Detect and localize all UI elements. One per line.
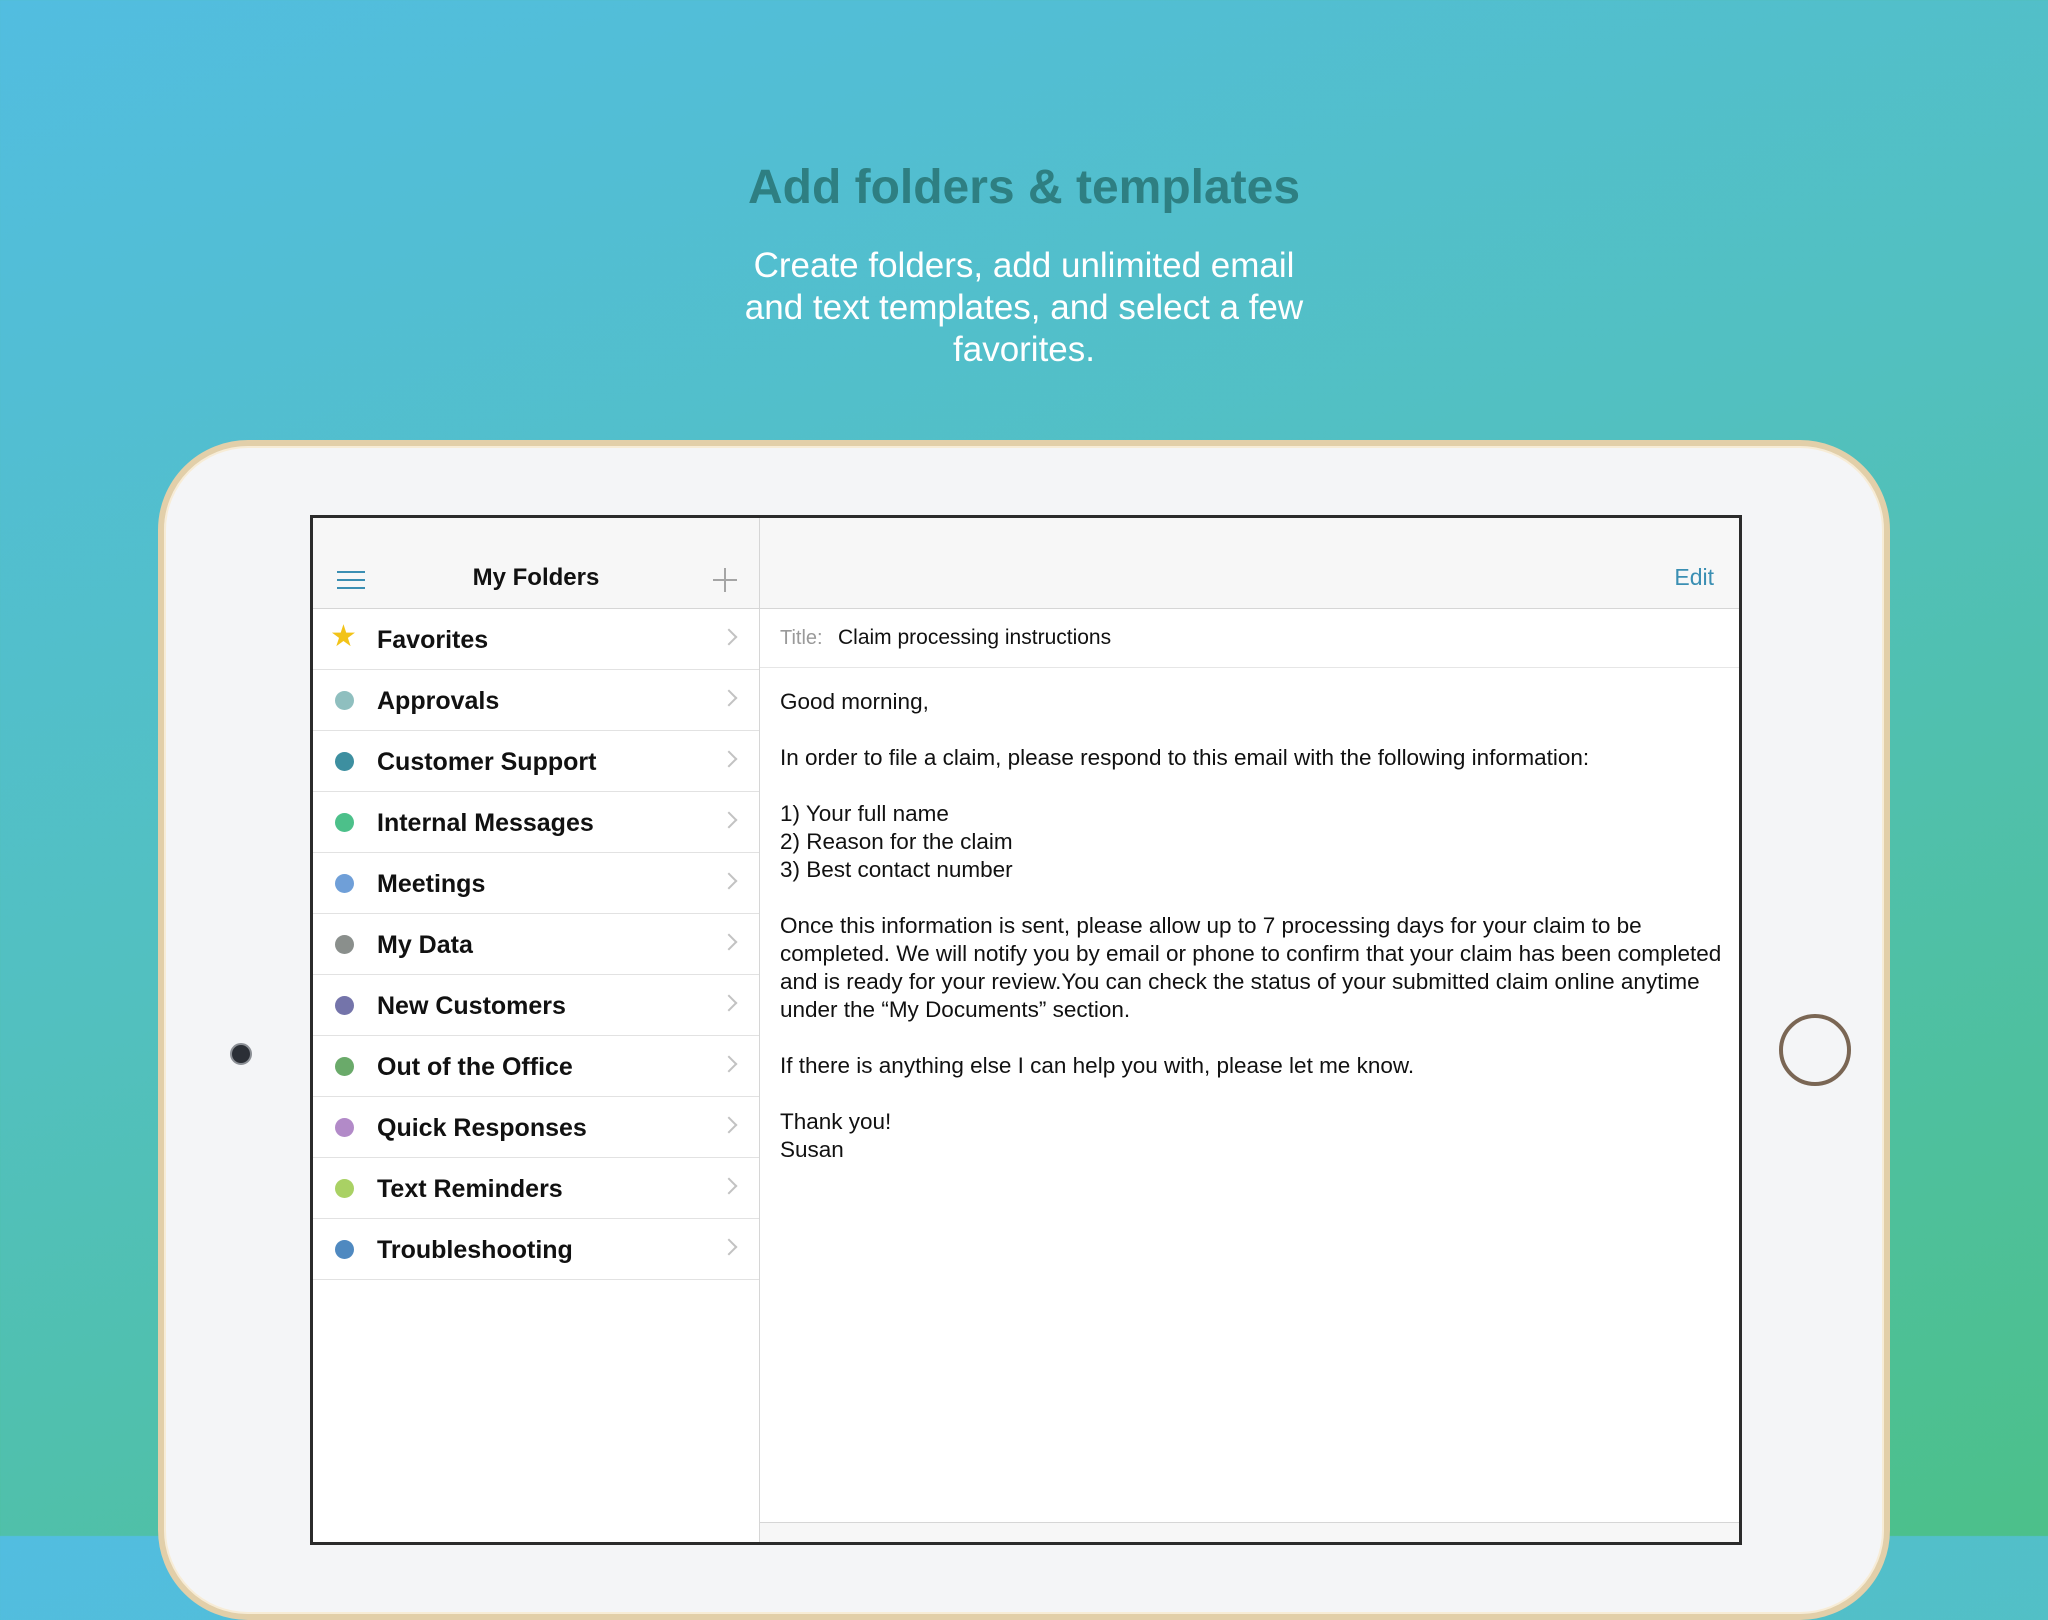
body-list-item: 2) Reason for the claim: [780, 829, 1013, 854]
title-row: [760, 609, 1742, 668]
folder-color-dot-icon: [335, 691, 354, 710]
folder-color-dot-icon: [335, 813, 354, 832]
body-list-item: 3) Best contact number: [780, 857, 1013, 882]
folder-label: Internal Messages: [377, 809, 594, 837]
folder-color-dot-icon: [335, 1240, 354, 1259]
chevron-right-icon: [721, 690, 738, 707]
folder-color-dot-icon: [335, 1179, 354, 1198]
body-list-item: 1) Your full name: [780, 801, 949, 826]
chevron-right-icon: [721, 812, 738, 829]
folder-label: Favorites: [377, 626, 489, 654]
folder-item-favorites[interactable]: [313, 609, 759, 670]
sidebar-header: [313, 518, 759, 609]
folder-label: Out of the Office: [377, 1053, 573, 1081]
chevron-right-icon: [721, 1239, 738, 1256]
folder-item-troubleshooting[interactable]: [313, 1219, 759, 1280]
home-button[interactable]: [1779, 1014, 1851, 1086]
folder-label: Approvals: [377, 687, 500, 715]
chevron-right-icon: [721, 1056, 738, 1073]
chevron-right-icon: [721, 751, 738, 768]
folder-label: Customer Support: [377, 748, 597, 776]
chevron-right-icon: [721, 1117, 738, 1134]
chevron-right-icon: [721, 873, 738, 890]
chevron-right-icon: [721, 629, 738, 646]
promo-subline: Create folders, add unlimited email and text templates, and select a few favorites.: [744, 246, 1304, 369]
body-intro: In order to file a claim, please respond to this email with the following information:: [780, 745, 1590, 770]
sidebar: [313, 518, 760, 1542]
folder-color-dot-icon: [335, 752, 354, 771]
folder-item-internal-messages[interactable]: [313, 792, 759, 853]
app-screen: [310, 515, 1742, 1545]
folder-label: My Data: [377, 931, 473, 959]
folder-item-customer-support[interactable]: [313, 731, 759, 792]
title-field[interactable]: Claim processing instructions: [838, 626, 1112, 649]
body-paragraph: Once this information is sent, please allow up to 7 processing days for your claim to be completed. We will notify you by email or phone to confirm that your claim has been completed and is ready for your review.You can check the status of your submitted claim online anytime under the “My Documents” section.: [780, 913, 1722, 1022]
body-signoff: Thank you!: [780, 1109, 892, 1134]
chevron-right-icon: [721, 934, 738, 951]
chevron-right-icon: [721, 995, 738, 1012]
folder-label: Quick Responses: [377, 1114, 587, 1142]
folder-label: New Customers: [377, 992, 566, 1020]
folder-item-my-data[interactable]: [313, 914, 759, 975]
folder-color-dot-icon: [335, 935, 354, 954]
body-greeting: Good morning,: [780, 689, 929, 714]
template-body[interactable]: [780, 688, 1730, 1164]
folder-color-dot-icon: [335, 1118, 354, 1137]
folder-item-approvals[interactable]: [313, 670, 759, 731]
folder-label: Meetings: [377, 870, 486, 898]
folder-item-new-customers[interactable]: [313, 975, 759, 1036]
star-icon: ★: [330, 620, 357, 653]
body-signature: Susan: [780, 1137, 844, 1162]
folder-list: [313, 609, 759, 1280]
chevron-right-icon: [721, 1178, 738, 1195]
sidebar-title: My Folders: [472, 564, 600, 591]
folder-color-dot-icon: [335, 996, 354, 1015]
title-label: Title:: [780, 627, 823, 649]
folder-label: Text Reminders: [377, 1175, 563, 1203]
promo-headline: Add folders & templates: [747, 161, 1301, 214]
folder-color-dot-icon: [335, 1057, 354, 1076]
bottom-toolbar: [760, 1522, 1742, 1545]
detail-header: [760, 518, 1742, 609]
folder-label: Troubleshooting: [377, 1236, 573, 1264]
folder-item-text-reminders[interactable]: [313, 1158, 759, 1219]
folder-item-meetings[interactable]: [313, 853, 759, 914]
add-folder-icon[interactable]: [711, 566, 739, 594]
camera-icon: [230, 1043, 252, 1065]
folder-item-quick-responses[interactable]: [313, 1097, 759, 1158]
template-detail: [760, 518, 1742, 1542]
body-closing: If there is anything else I can help you with, please let me know.: [780, 1053, 1415, 1078]
folder-item-out-of-the-office[interactable]: [313, 1036, 759, 1097]
folder-color-dot-icon: [335, 874, 354, 893]
edit-button[interactable]: Edit: [1674, 564, 1714, 590]
